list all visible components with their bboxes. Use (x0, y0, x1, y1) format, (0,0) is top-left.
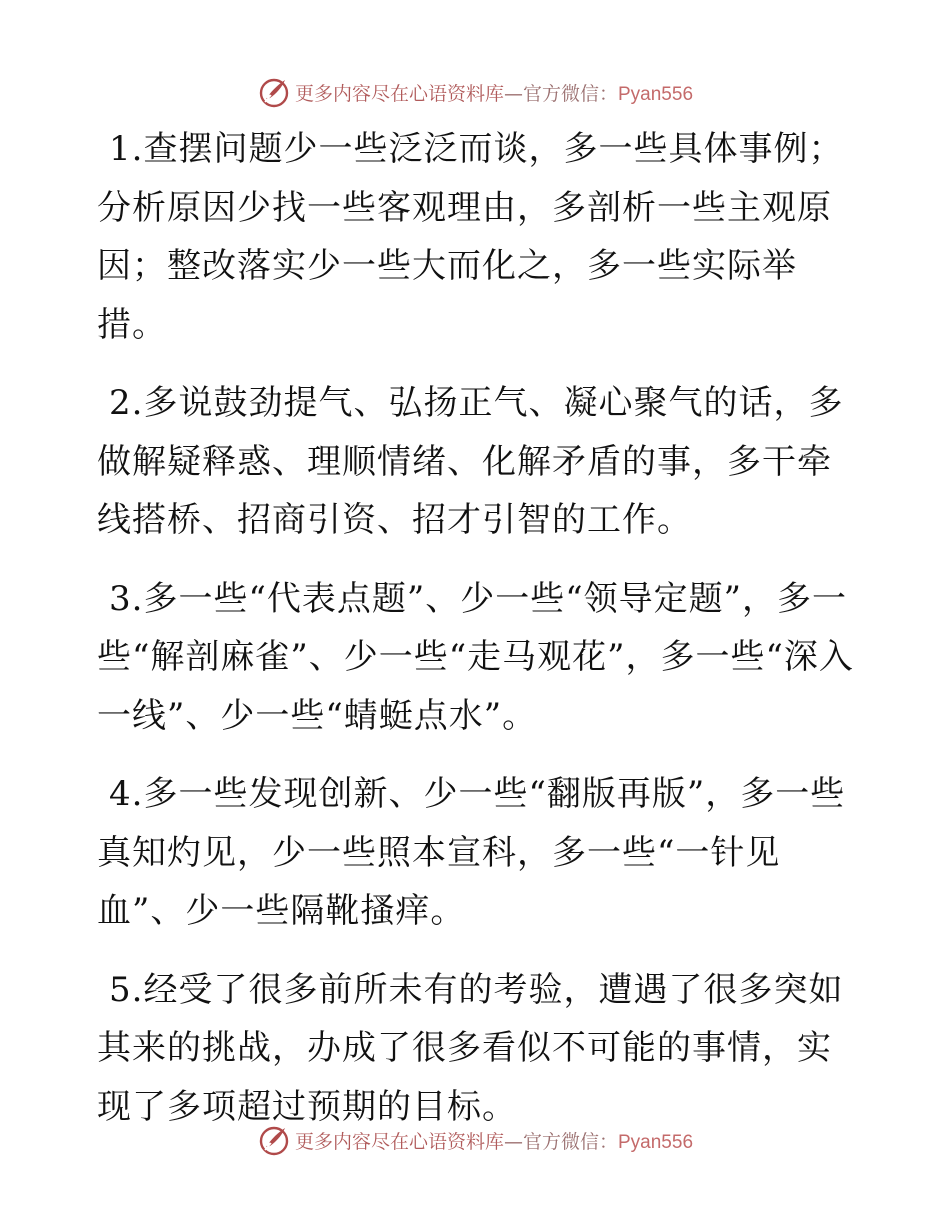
header-banner (0, 72, 950, 112)
paragraph-number: 1. (109, 129, 144, 169)
paragraph-number: 2. (109, 383, 144, 423)
paragraph-number: 4. (109, 774, 144, 814)
paragraph-5 (97, 961, 857, 1137)
quill-logo-icon (257, 1123, 291, 1157)
paragraph-4 (97, 765, 857, 941)
footer-wechat-id: Pyan556 (618, 1131, 694, 1153)
paragraph-1 (97, 120, 857, 354)
footer-text (295, 1127, 693, 1154)
header-text (295, 79, 693, 106)
paragraph-number: 5. (109, 969, 144, 1010)
header-dash: — (503, 82, 523, 105)
header-site-text: 更多内容尽在心语资料库 (294, 82, 504, 105)
document-body (97, 120, 857, 1156)
paragraph-text: 查摆问题少一些泛泛而谈，多一些具体事例；分析原因少找一些客观理由，多剖析一些主观原因；整改落实少一些大而化之，多一些实际举措。 (97, 129, 844, 345)
header-wechat-id: Pyan556 (618, 83, 694, 105)
footer-wechat-label: 官方微信： (522, 1130, 618, 1153)
paragraph-text: 经受了很多前所未有的考验，遭遇了很多突如其来的挑战，办成了很多看似不可能的事情，实现了多项超过预期的目标。 (97, 969, 844, 1127)
footer-site-text: 更多内容尽在心语资料库 (294, 1130, 504, 1153)
header-wechat-label: 官方微信： (522, 82, 618, 105)
paragraph-2 (97, 374, 857, 550)
footer-dash: — (503, 1130, 523, 1153)
paragraph-3 (97, 570, 857, 746)
paragraph-number: 3. (109, 578, 144, 619)
paragraph-text: 多一些“代表点题”、少一些“领导定题”，多一些“解剖麻雀”、少一些“走马观花”，多一些“深入一线”、少一些“蜻蜓点水”。 (97, 578, 854, 736)
quill-logo-icon (257, 75, 291, 109)
paragraph-text: 多一些发现创新、少一些“翻版再版”，多一些真知灼见，少一些照本宣科，多一些“一针见血”、少一些隔靴搔痒。 (97, 774, 846, 931)
paragraph-text: 多说鼓劲提气、弘扬正气、凝心聚气的话，多做解疑释惑、理顺情绪、化解矛盾的事，多干牵线搭桥、招商引资、招才引智的工作。 (97, 383, 844, 540)
footer-banner (0, 1120, 950, 1160)
